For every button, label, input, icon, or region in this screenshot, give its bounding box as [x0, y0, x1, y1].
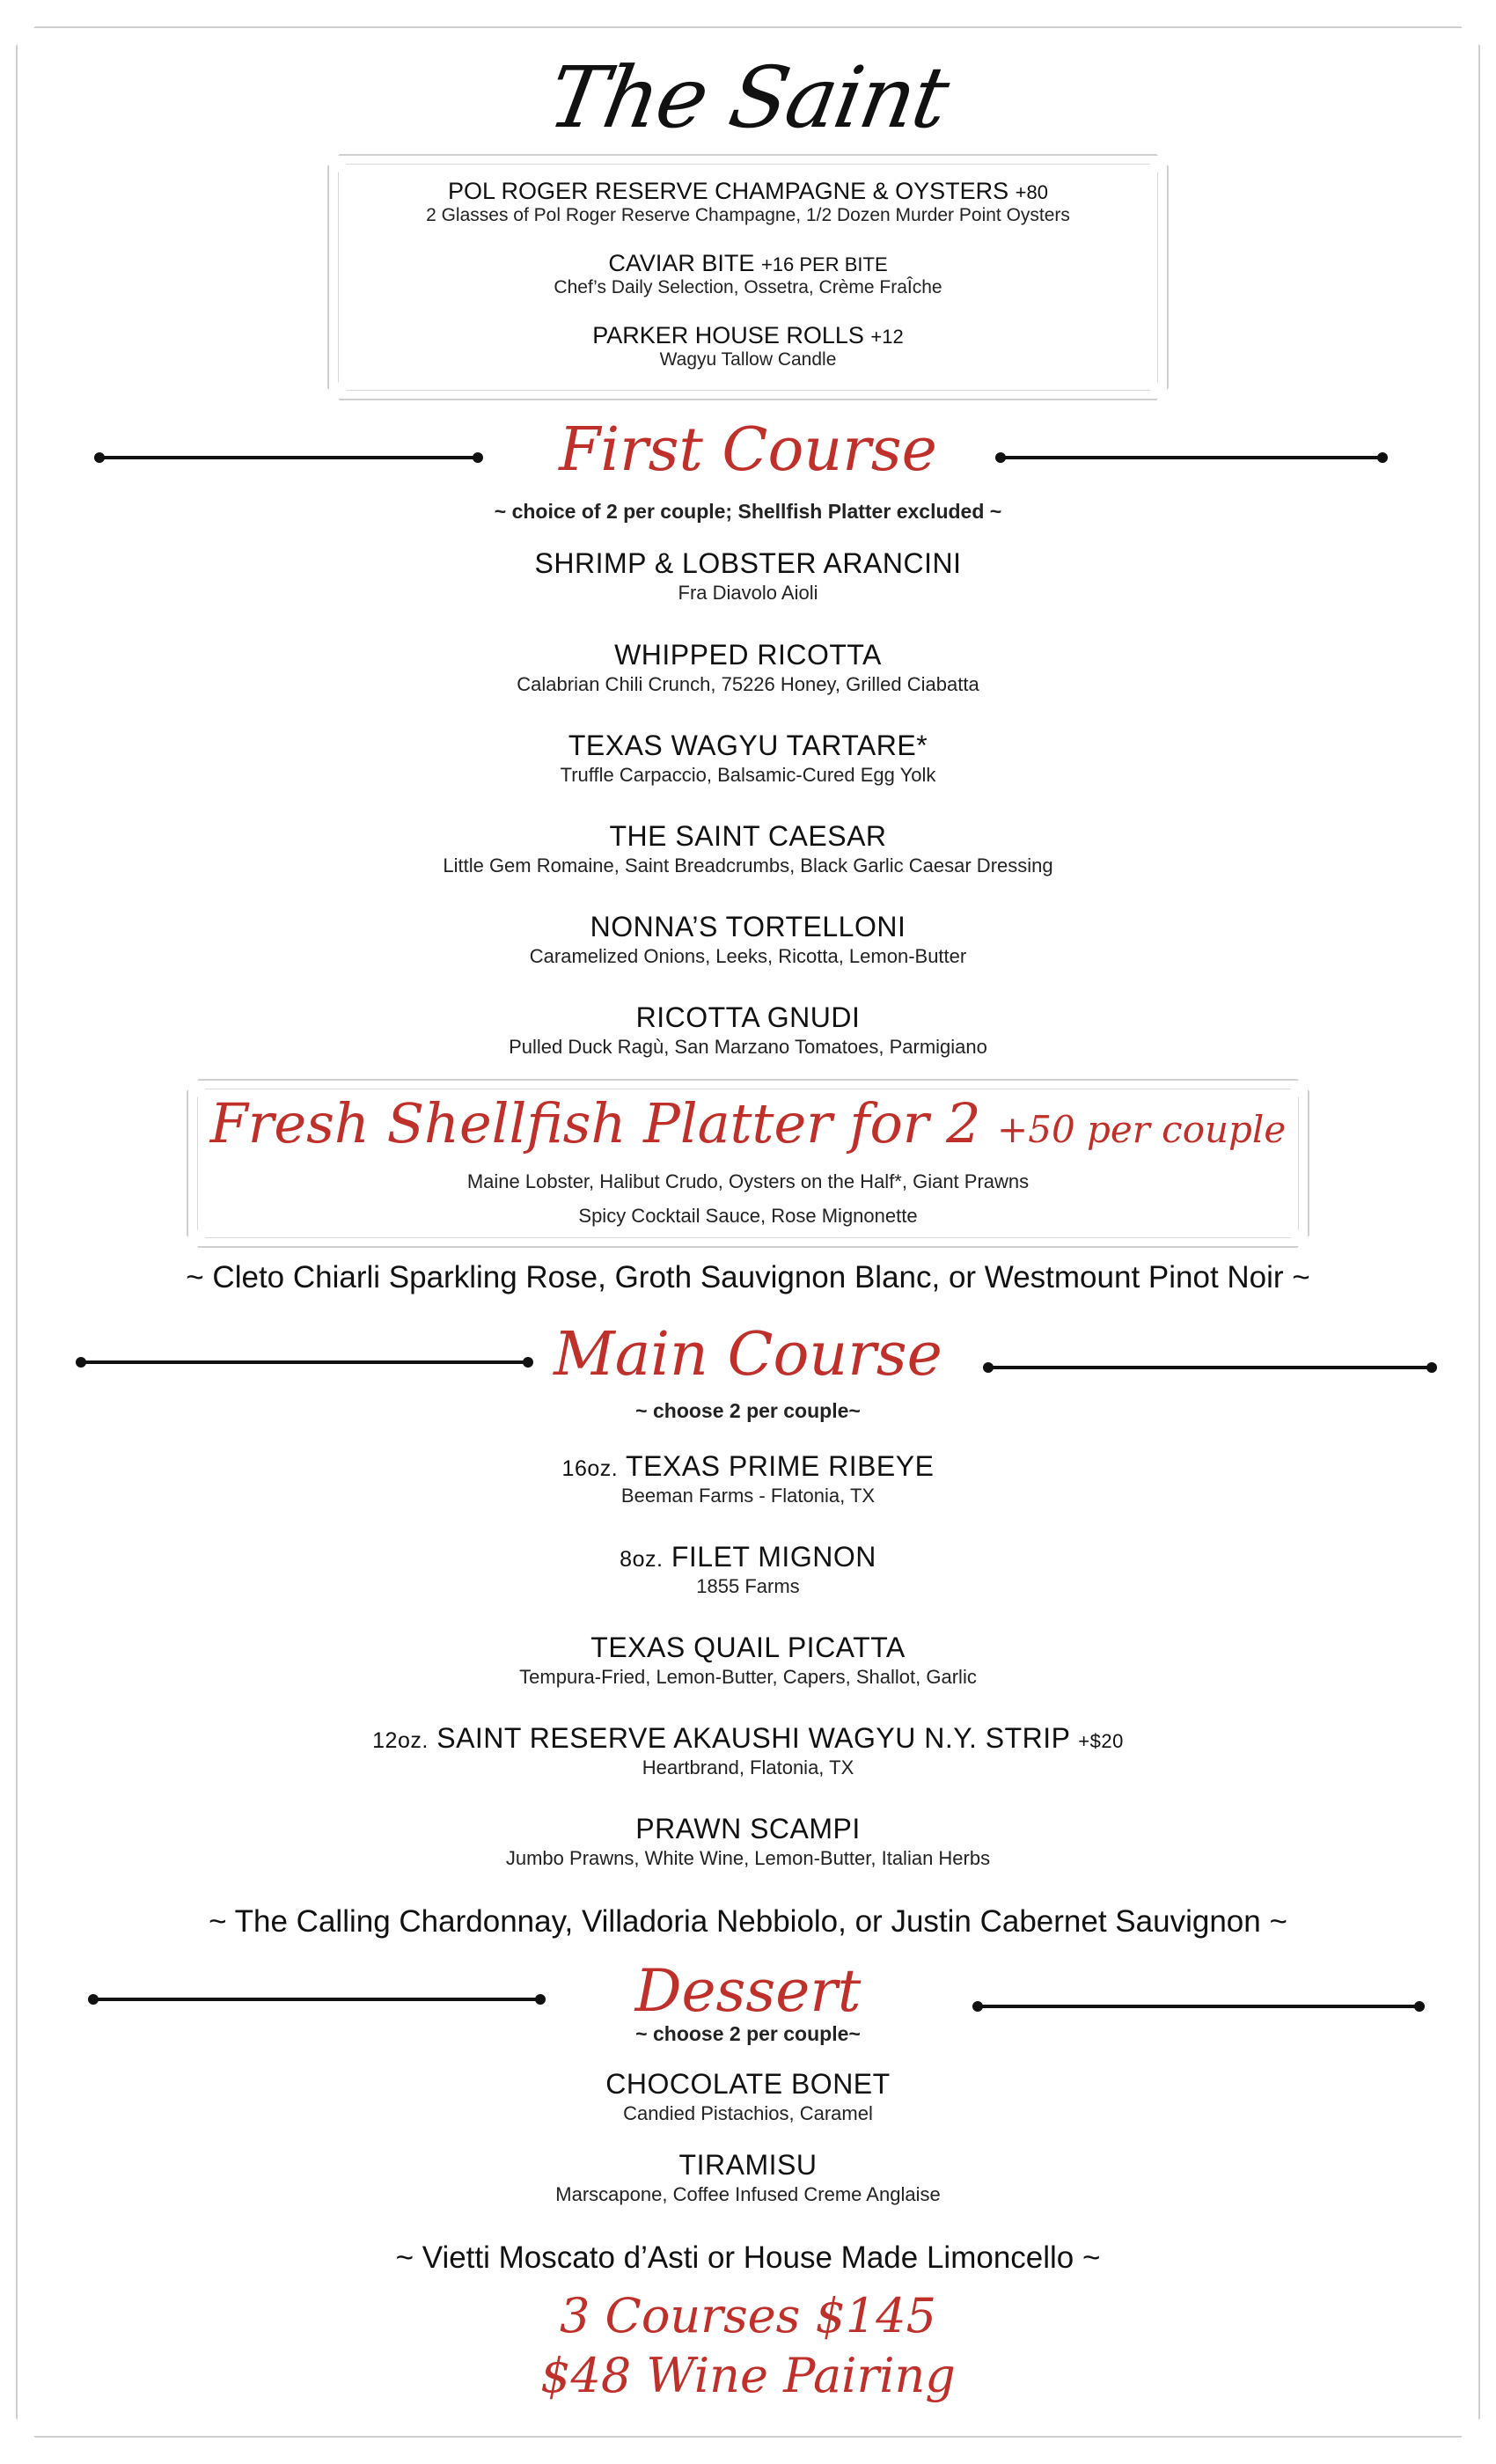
starter-item: [0, 178, 1496, 226]
platter-line: Spicy Cocktail Sauce, Rose Mignonette: [578, 1205, 918, 1227]
menu-item: [0, 1541, 1496, 1598]
dessert-wine: ~ Vietti Moscato d’Asti or House Made Limoncello ~: [395, 2240, 1101, 2275]
starter-upcharge: +16 PER BITE: [760, 253, 888, 275]
platter-line: Maine Lobster, Halibut Crudo, Oysters on the Half*, Giant Prawns: [466, 1170, 1030, 1192]
dessert-note: ~ choose 2 per couple~: [635, 2022, 861, 2045]
item-size: 8oz.: [620, 1547, 664, 1572]
item-title: FILET MIGNON: [671, 1541, 876, 1573]
item-desc: Fra Diavolo Aioli: [678, 582, 818, 604]
item-size: 12oz.: [372, 1728, 429, 1753]
item-title: RICOTTA GNUDI: [635, 1001, 861, 1033]
starter-title: PARKER HOUSE ROLLS: [592, 322, 864, 348]
item-title: SHRIMP & LOBSTER ARANCINI: [534, 547, 962, 579]
item-desc: 1855 Farms: [696, 1575, 800, 1597]
main-course-heading: Main Course: [554, 1320, 942, 1390]
first-course-note: ~ choice of 2 per couple; Shellfish Platter excluded ~: [494, 500, 1002, 523]
menu-item: [0, 639, 1496, 696]
platter-upcharge: +50 per couple: [997, 1108, 1287, 1151]
item-title: TIRAMISU: [678, 2149, 818, 2181]
item-desc: Candied Pistachios, Caramel: [623, 2102, 873, 2124]
menu-item: [0, 1813, 1496, 1870]
menu-item: [0, 1722, 1496, 1779]
main-course-note: ~ choose 2 per couple~: [635, 1399, 861, 1422]
item-desc: Jumbo Prawns, White Wine, Lemon-Butter, Italian Herbs: [505, 1847, 991, 1869]
menu-item: [0, 1450, 1496, 1507]
platter-heading: [0, 1091, 1496, 1155]
item-title: NONNA’S TORTELLONI: [590, 911, 906, 942]
item-desc: Beeman Farms - Flatonia, TX: [620, 1485, 876, 1507]
item-title: TEXAS QUAIL PICATTA: [590, 1632, 906, 1663]
item-desc: Heartbrand, Flatonia, TX: [642, 1756, 854, 1778]
dessert-heading: Dessert: [634, 1957, 862, 2025]
starter-upcharge: +80: [1015, 181, 1048, 203]
starter-title: POL ROGER RESERVE CHAMPAGNE & OYSTERS: [448, 178, 1009, 204]
item-upcharge: +$20: [1078, 1730, 1124, 1752]
item-desc: Pulled Duck Ragù, San Marzano Tomatoes, Parmigiano: [509, 1036, 987, 1058]
menu-item: [0, 911, 1496, 968]
item-desc: Caramelized Onions, Leeks, Ricotta, Lemon-Butter: [529, 945, 967, 967]
menu-item: [0, 1632, 1496, 1689]
first-course-heading: First Course: [559, 415, 937, 485]
menu-item: [0, 1001, 1496, 1059]
menu-item: [0, 2068, 1496, 2125]
item-desc: Calabrian Chili Crunch, 75226 Honey, Grilled Ciabatta: [517, 673, 979, 695]
starter-item: [0, 250, 1496, 298]
wine-pairing-price: $48 Wine Pairing: [540, 2348, 956, 2403]
item-title: SAINT RESERVE AKAUSHI WAGYU N.Y. STRIP: [436, 1722, 1070, 1754]
menu-item: [0, 730, 1496, 787]
starter-item: [0, 322, 1496, 370]
item-size: 16oz.: [561, 1456, 619, 1481]
item-title: TEXAS WAGYU TARTARE*: [568, 730, 928, 761]
menu-item: [0, 547, 1496, 605]
item-title: THE SAINT CAESAR: [609, 820, 887, 852]
item-title: TEXAS PRIME RIBEYE: [626, 1450, 935, 1482]
item-desc: Tempura-Fried, Lemon-Butter, Capers, Shallot, Garlic: [519, 1666, 977, 1688]
item-title: WHIPPED RICOTTA: [614, 639, 882, 671]
starter-desc: 2 Glasses of Pol Roger Reserve Champagne, 1/2 Dozen Murder Point Oysters: [426, 205, 1070, 225]
starter-upcharge: +12: [870, 326, 904, 348]
first-course-wine: ~ Cleto Chiarli Sparkling Rose, Groth Sauvignon Blanc, or Westmount Pinot Noir ~: [186, 1260, 1310, 1294]
menu-item: [0, 2149, 1496, 2206]
starter-title: CAVIAR BITE: [608, 250, 755, 276]
starter-desc: Wagyu Tallow Candle: [659, 349, 837, 370]
main-course-wine: ~ The Calling Chardonnay, Villadoria Nebbiolo, or Justin Cabernet Sauvignon ~: [209, 1904, 1287, 1939]
item-desc: Little Gem Romaine, Saint Breadcrumbs, Black Garlic Caesar Dressing: [443, 854, 1053, 876]
item-title: PRAWN SCAMPI: [635, 1813, 861, 1844]
item-desc: Marscapone, Coffee Infused Creme Anglaise: [555, 2183, 941, 2205]
platter-title: Fresh Shellfish Platter for 2: [209, 1091, 981, 1155]
menu-item: [0, 820, 1496, 877]
courses-price: 3 Courses $145: [560, 2288, 936, 2343]
starter-desc: Chef’s Daily Selection, Ossetra, Crème FraÎche: [554, 277, 942, 297]
brand-logo: The Saint: [541, 48, 955, 147]
item-desc: Truffle Carpaccio, Balsamic-Cured Egg Yolk: [560, 764, 936, 786]
item-title: CHOCOLATE BONET: [605, 2068, 891, 2100]
